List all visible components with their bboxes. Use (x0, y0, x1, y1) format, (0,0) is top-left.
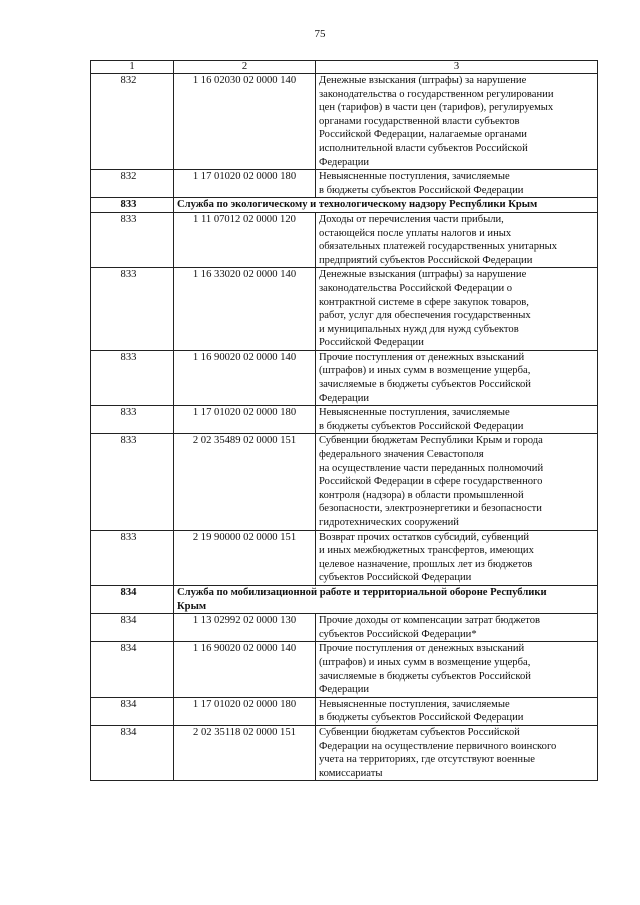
revenue-name-cell (316, 642, 598, 697)
revenue-name-line: (штрафов) и иных сумм в возмещение ущерба, (319, 365, 531, 377)
revenue-name-line: Прочие поступления от денежных взысканий (319, 643, 525, 655)
admin-code-cell: 833 (91, 350, 174, 405)
revenue-name-line: Денежные взыскания (штрафы) за нарушение (319, 75, 527, 86)
admin-code-cell: 833 (91, 212, 174, 267)
revenue-code-cell: 1 17 01020 02 0000 180 (174, 170, 316, 198)
revenue-name-line: в бюджеты субъектов Российской Федерации (319, 420, 524, 432)
revenue-code-cell: 2 19 90000 02 0000 151 (174, 530, 316, 585)
revenue-name-line: Федерации (319, 392, 370, 404)
admin-code-cell: 833 (91, 434, 174, 530)
section-title-line: Служба по экологическому и технологическому надзору Республики Крым (177, 199, 538, 211)
revenue-name-line: органами государственной власти субъектов (319, 115, 520, 127)
admin-code-cell: 834 (91, 725, 174, 780)
table-row (91, 434, 598, 530)
revenue-name-cell (316, 268, 598, 351)
section-row (91, 585, 598, 613)
table-row (91, 74, 598, 170)
revenue-name-cell (316, 350, 598, 405)
revenue-code-cell: 2 02 35489 02 0000 151 (174, 434, 316, 530)
revenue-name-cell (316, 697, 598, 725)
revenue-name-line: и муниципальных нужд для нужд субъектов (319, 323, 519, 335)
admin-code-cell: 833 (91, 268, 174, 351)
revenue-name-line: на осуществление части переданных полномочий (319, 462, 544, 474)
revenue-name-line: Возврат прочих остатков субсидий, субвенций (319, 531, 530, 543)
revenue-name-line: законодательства Российской Федерации о (319, 282, 513, 294)
column-header-2: 2 (174, 61, 316, 74)
column-header-1: 1 (91, 61, 174, 74)
revenue-code-cell: 1 16 33020 02 0000 140 (174, 268, 316, 351)
admin-code-cell: 834 (91, 614, 174, 642)
revenue-name-line: контроля (надзора) в области промышленной (319, 489, 524, 501)
column-header-3: 3 (316, 61, 598, 74)
revenue-name-line: в бюджеты субъектов Российской Федерации (319, 712, 524, 724)
revenue-name-line: комиссариаты (319, 767, 383, 779)
table-row (91, 697, 598, 725)
revenue-name-line: предприятий субъектов Российской Федерации (319, 254, 533, 266)
admin-code-cell: 834 (91, 642, 174, 697)
table-row (91, 268, 598, 351)
revenue-name-line: зачисляемые в бюджеты субъектов Российской (319, 379, 531, 391)
table-header-row (91, 61, 598, 74)
revenue-name-line: субъектов Российской Федерации* (319, 628, 477, 640)
table-row (91, 212, 598, 267)
section-row (91, 198, 598, 213)
revenue-name-cell (316, 434, 598, 530)
revenue-name-line: исполнительной власти субъектов Российской (319, 142, 528, 154)
revenue-name-line: Российской Федерации (319, 337, 424, 349)
revenue-code-cell: 1 11 07012 02 0000 120 (174, 212, 316, 267)
revenue-name-line: гидротехнических сооружений (319, 517, 459, 528)
revenue-name-cell (316, 530, 598, 585)
revenue-code-cell: 1 17 01020 02 0000 180 (174, 697, 316, 725)
revenue-name-line: Доходы от перечисления части прибыли, (319, 213, 504, 225)
revenue-codes-table (90, 60, 598, 781)
table-row (91, 530, 598, 585)
revenue-name-line: учета на территориях, где отсутствуют военные (319, 754, 535, 766)
revenue-name-line: Невыясненные поступления, зачисляемые (319, 698, 510, 710)
page-number: 75 (314, 28, 326, 40)
revenue-code-cell: 2 02 35118 02 0000 151 (174, 725, 316, 780)
revenue-name-line: цен (тарифов) в части цен (тарифов), регулируемых (319, 102, 554, 114)
revenue-name-line: Денежные взыскания (штрафы) за нарушение (319, 269, 527, 281)
section-title-line: Служба по мобилизационной работе и территориальной обороне Республики (177, 586, 547, 598)
revenue-code-cell: 1 13 02992 02 0000 130 (174, 614, 316, 642)
revenue-code-cell: 1 17 01020 02 0000 180 (174, 406, 316, 434)
revenue-name-line: Федерации (319, 156, 370, 168)
revenue-name-cell (316, 74, 598, 170)
revenue-name-cell (316, 170, 598, 198)
admin-code-cell: 834 (91, 697, 174, 725)
revenue-name-line: Федерации на осуществление первичного воинского (319, 740, 557, 752)
revenue-name-line: Невыясненные поступления, зачисляемые (319, 171, 510, 183)
revenue-name-line: Прочие поступления от денежных взысканий (319, 351, 525, 363)
revenue-name-line: Невыясненные поступления, зачисляемые (319, 407, 510, 419)
revenue-name-line: Субвенции бюджетам субъектов Российской (319, 726, 520, 738)
revenue-name-line: обязательных платежей государственных унитарных (319, 241, 558, 253)
revenue-name-line: остающейся после уплаты налогов и иных (319, 227, 512, 239)
table-row (91, 350, 598, 405)
section-title-line: Крым (177, 600, 207, 612)
revenue-name-line: законодательства о государственном регулировании (319, 88, 554, 100)
revenue-name-line: Прочие доходы от компенсации затрат бюджетов (319, 615, 541, 627)
revenue-name-line: в бюджеты субъектов Российской Федерации (319, 184, 524, 196)
revenue-name-line: Субвенции бюджетам Республики Крым и города (319, 435, 543, 447)
admin-code-cell: 833 (91, 406, 174, 434)
revenue-name-line: субъектов Российской Федерации (319, 572, 472, 584)
table-body (91, 74, 598, 781)
revenue-code-cell: 1 16 02030 02 0000 140 (174, 74, 316, 170)
admin-code-cell: 834 (91, 585, 174, 613)
revenue-name-cell (316, 406, 598, 434)
revenue-name-line: и иных межбюджетных трансфертов, имеющих (319, 545, 534, 557)
revenue-name-line: Российской Федерации, налагаемые органами (319, 129, 527, 141)
revenue-name-line: целевое назначение, прошлых лет из бюджетов (319, 558, 533, 570)
section-title-cell (174, 585, 598, 613)
revenue-name-line: Федерации (319, 684, 370, 696)
admin-code-cell: 833 (91, 530, 174, 585)
revenue-name-cell (316, 725, 598, 780)
revenue-name-line: зачисляемые в бюджеты субъектов Российской (319, 670, 531, 682)
revenue-name-line: контрактной системе в сфере закупок товаров, (319, 296, 529, 308)
revenue-code-cell: 1 16 90020 02 0000 140 (174, 350, 316, 405)
revenue-name-cell (316, 212, 598, 267)
revenue-name-line: безопасности, электроэнергетики и безопасности (319, 503, 542, 515)
revenue-code-cell: 1 16 90020 02 0000 140 (174, 642, 316, 697)
section-title-cell (174, 198, 598, 213)
table-row (91, 614, 598, 642)
table-row (91, 725, 598, 780)
admin-code-cell: 832 (91, 170, 174, 198)
admin-code-cell: 833 (91, 198, 174, 213)
admin-code-cell: 832 (91, 74, 174, 170)
revenue-name-line: работ, услуг для обеспечения государственных (319, 310, 531, 322)
table-row (91, 170, 598, 198)
table-row (91, 406, 598, 434)
table-row (91, 642, 598, 697)
revenue-name-line: федерального значения Севастополя (319, 449, 484, 461)
revenue-name-cell (316, 614, 598, 642)
revenue-name-line: Российской Федерации в сфере государственного (319, 476, 543, 488)
revenue-name-line: (штрафов) и иных сумм в возмещение ущерба, (319, 656, 531, 668)
